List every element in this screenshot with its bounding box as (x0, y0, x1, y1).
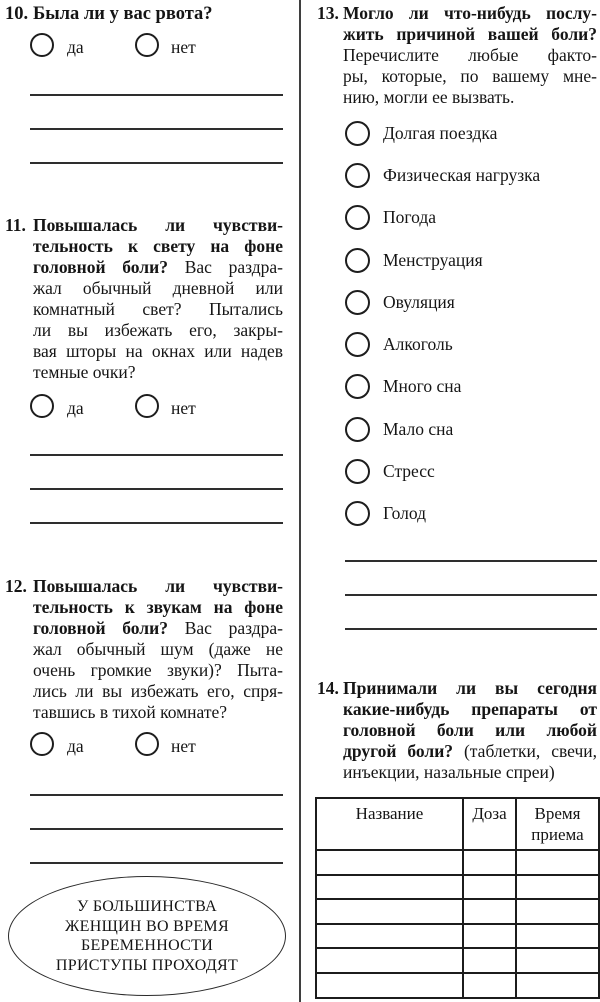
factor-option-row (300, 408, 600, 450)
question-text-line (33, 320, 283, 341)
q11-no-radio-circle[interactable] (135, 394, 159, 418)
text-segment: темные очки? (33, 362, 136, 382)
table-row (316, 875, 599, 900)
text-bold-segment: Повышалась ли чувстви- (33, 215, 283, 235)
text-bold-segment: головной боли? (33, 257, 168, 277)
question-text-line (33, 618, 283, 639)
q12-no-radio-circle[interactable] (135, 732, 159, 756)
factor-radio-circle[interactable] (345, 121, 370, 146)
table-cell-empty[interactable] (516, 948, 599, 973)
q12-yes-radio-circle[interactable] (30, 732, 54, 756)
question-11 (0, 215, 300, 383)
text-bold-segment: тельность к свету на фоне (33, 236, 283, 256)
q12-answer-row (0, 730, 300, 764)
q13-factor-options (300, 112, 600, 535)
text-segment: тавшись в тихой комнате? (33, 702, 228, 722)
factor-radio-circle[interactable] (345, 163, 370, 188)
column-header-name: Название (316, 798, 463, 850)
table-row (316, 899, 599, 924)
text-bold-segment: жить причиной вашей боли? (343, 24, 597, 44)
factor-radio-circle[interactable] (345, 248, 370, 273)
text-segment: (таблетки, свечи, (463, 741, 598, 761)
write-line[interactable] (345, 596, 597, 630)
factor-label: Алкоголь (383, 334, 453, 355)
write-line[interactable] (30, 62, 283, 96)
q11-no-label: нет (171, 398, 196, 418)
question-14-number: 14. (317, 678, 339, 698)
question-10-number: 10. (5, 4, 29, 24)
text-bold-segment: тельность к звукам на фоне (33, 597, 283, 617)
oval-text-line: ПРИСТУПЫ ПРОХОДЯТ (55, 956, 239, 974)
q10-no-radio-circle[interactable] (135, 33, 159, 57)
write-line[interactable] (30, 830, 283, 864)
question-text-line (33, 257, 283, 278)
question-10-text: Была ли у вас рвота? (33, 4, 213, 24)
write-line[interactable] (30, 422, 283, 456)
text-bold-segment: головной боли или любой (343, 720, 597, 740)
write-line[interactable] (30, 96, 283, 130)
table-cell-empty[interactable] (316, 875, 463, 900)
table-cell-empty[interactable] (516, 850, 599, 875)
factor-radio-circle[interactable] (345, 459, 370, 484)
question-text-line (33, 639, 283, 660)
question-text-line (33, 341, 283, 362)
table-cell-empty[interactable] (316, 924, 463, 949)
question-text-line (343, 762, 597, 783)
factor-label: Мало сна (383, 418, 454, 439)
text-segment: Вас раздра- (184, 257, 283, 277)
question-13 (300, 3, 600, 108)
write-line[interactable] (30, 796, 283, 830)
q11-write-lines (30, 422, 283, 524)
factor-label: Долгая поездка (383, 122, 498, 143)
text-bold-segment: головной боли? (33, 618, 168, 638)
question-text-line (343, 66, 597, 87)
table-row (316, 850, 599, 875)
question-text-line (33, 215, 283, 236)
factor-label: Менструация (383, 249, 483, 270)
question-13-number: 13. (317, 3, 339, 23)
question-text-line (343, 3, 597, 24)
factor-radio-circle[interactable] (345, 417, 370, 442)
oval-text-line: БЕРЕМЕННОСТИ (80, 937, 214, 954)
question-text-line (343, 678, 597, 699)
factor-option-row (300, 239, 600, 281)
factor-option-row (300, 112, 600, 154)
table-row (316, 924, 599, 949)
table-cell-empty[interactable] (463, 973, 516, 998)
text-segment: ры, которые, по вашему мне- (343, 66, 597, 86)
question-12-number: 12. (5, 576, 27, 596)
factor-radio-circle[interactable] (345, 290, 370, 315)
factor-option-row (300, 154, 600, 196)
q12-write-lines (30, 762, 283, 864)
text-segment: инъекции, назальные спреи) (343, 762, 555, 782)
column-header-time: Время приема (516, 798, 599, 850)
text-segment: нию, могли ее вызвать. (343, 87, 515, 107)
text-bold-segment: Могло ли что-нибудь послу- (343, 3, 597, 23)
q10-write-lines (30, 62, 283, 164)
table-cell-empty[interactable] (516, 875, 599, 900)
text-segment: ли вы избежать его, закры- (33, 320, 283, 340)
factor-label: Физическая нагрузка (383, 164, 541, 185)
table-cell-empty[interactable] (316, 973, 463, 998)
factor-label: Голод (383, 503, 426, 524)
q10-answer-row (0, 31, 300, 65)
question-text-line (33, 362, 283, 383)
table-cell-empty[interactable] (463, 850, 516, 875)
write-line[interactable] (345, 562, 597, 596)
question-10-title (0, 3, 300, 25)
factor-label: Много сна (383, 376, 462, 397)
write-line[interactable] (30, 490, 283, 524)
table-cell-empty[interactable] (316, 948, 463, 973)
write-line[interactable] (30, 456, 283, 490)
text-segment: вая шторы на окнах или надев (33, 341, 283, 361)
q10-yes-radio-circle[interactable] (30, 33, 54, 57)
factor-option-row (300, 197, 600, 239)
question-text-line (343, 24, 597, 45)
text-bold-segment: какие-нибудь препараты от (343, 699, 597, 719)
q10-yes-label: да (67, 37, 84, 57)
question-text-line (33, 660, 283, 681)
text-bold-segment: другой боли? (343, 741, 454, 761)
q12-no-label: нет (171, 736, 196, 756)
table-cell-empty[interactable] (463, 875, 516, 900)
text-segment: лись ли вы избежать его, спря- (33, 681, 283, 701)
q12-yes-label: да (67, 736, 84, 756)
table-cell-empty[interactable] (516, 924, 599, 949)
q10-no-label: нет (171, 37, 196, 57)
column-header-dose: Доза (463, 798, 516, 850)
question-text-line (343, 87, 597, 108)
question-text-line (343, 720, 597, 741)
q11-yes-label: да (67, 398, 84, 418)
text-segment: жал обычный шум (даже не (33, 639, 283, 659)
question-text-line (343, 741, 597, 762)
text-segment: очень громкие звуки)? Пыта- (33, 660, 283, 680)
question-text-line (343, 45, 597, 66)
medications-table (315, 797, 600, 999)
factor-radio-circle[interactable] (345, 374, 370, 399)
table-cell-empty[interactable] (463, 924, 516, 949)
oval-text-line: ЖЕНЩИН ВО ВРЕМЯ (65, 917, 229, 935)
q11-answer-row (0, 392, 300, 426)
table-header-row (316, 798, 599, 850)
factor-option-row (300, 450, 600, 492)
question-11-number: 11. (5, 215, 26, 235)
question-text-line (33, 299, 283, 320)
q11-yes-radio-circle[interactable] (30, 394, 54, 418)
question-text-line (33, 576, 283, 597)
text-segment: Вас раздра- (184, 618, 283, 638)
question-text-line (33, 597, 283, 618)
table-row (316, 948, 599, 973)
write-line[interactable] (30, 762, 283, 796)
question-text-line (343, 699, 597, 720)
factor-radio-circle[interactable] (345, 332, 370, 357)
q13-write-lines (345, 528, 597, 630)
write-line[interactable] (30, 130, 283, 164)
factor-label: Стресс (383, 461, 435, 482)
question-14 (300, 678, 600, 783)
factor-label: Овуляция (383, 291, 455, 312)
table-cell-empty[interactable] (516, 973, 599, 998)
text-segment: жал обычный дневной или (33, 278, 283, 298)
text-segment: Перечислите любые факто- (343, 45, 597, 65)
table-cell-empty[interactable] (463, 948, 516, 973)
factor-label: Погода (383, 207, 437, 228)
question-text-line (33, 236, 283, 257)
text-segment: комнатный свет? Пытались (33, 299, 283, 319)
question-text-line (33, 702, 283, 723)
factor-option-row (300, 323, 600, 365)
oval-text-line: У БОЛЬШИНСТВА (76, 898, 218, 915)
table-cell-empty[interactable] (316, 899, 463, 924)
factor-option-row (300, 281, 600, 323)
table-cell-empty[interactable] (516, 899, 599, 924)
table-row (316, 973, 599, 998)
question-12 (0, 576, 300, 723)
factor-radio-circle[interactable] (345, 205, 370, 230)
factor-radio-circle[interactable] (345, 501, 370, 526)
write-line[interactable] (345, 528, 597, 562)
table-cell-empty[interactable] (463, 899, 516, 924)
question-text-line (33, 681, 283, 702)
question-text-line (33, 278, 283, 299)
text-bold-segment: Повышалась ли чувстви- (33, 576, 283, 596)
text-bold-segment: Принимали ли вы сегодня (343, 678, 597, 698)
pregnancy-note-oval (8, 876, 286, 996)
table-cell-empty[interactable] (316, 850, 463, 875)
factor-option-row (300, 366, 600, 408)
